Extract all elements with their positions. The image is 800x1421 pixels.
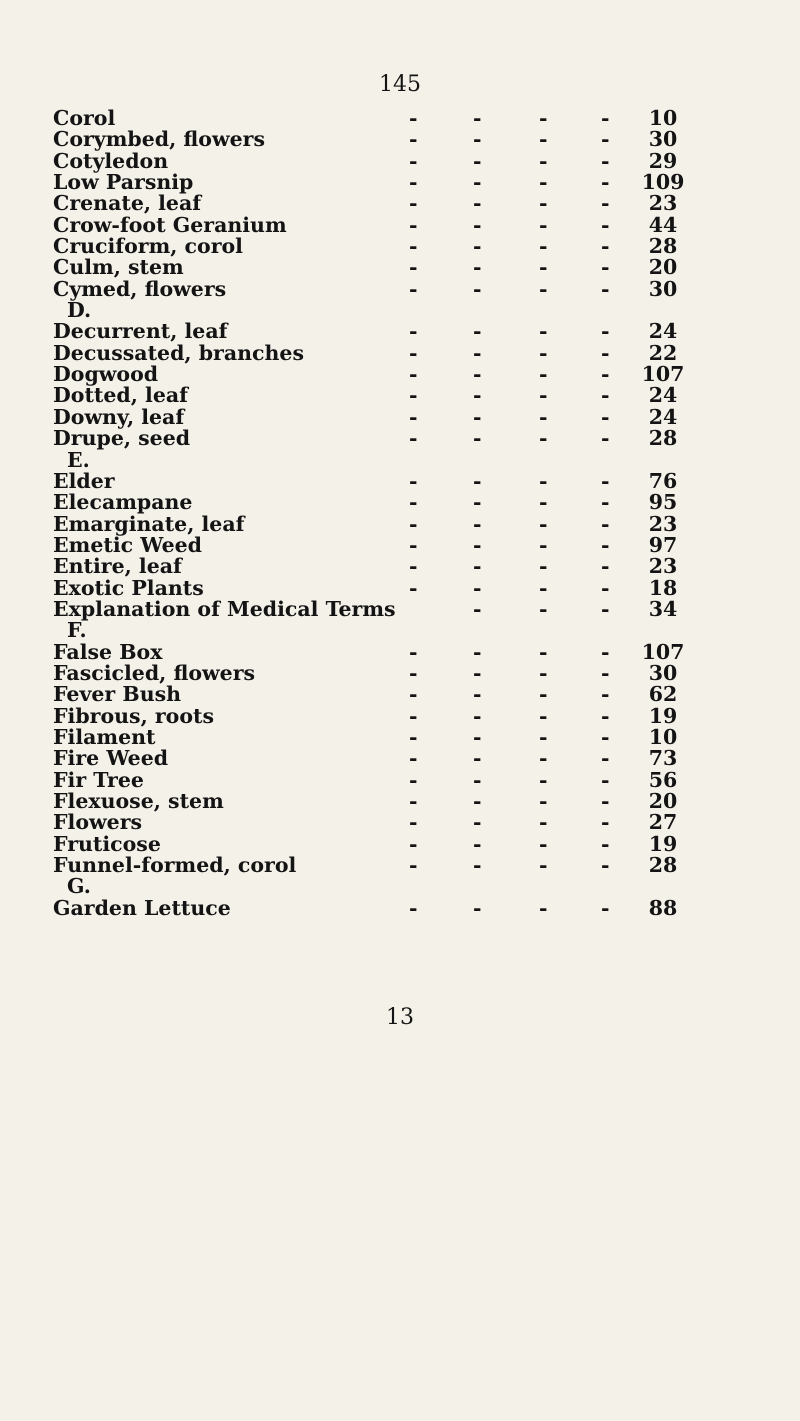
leader-dash: -	[473, 703, 482, 728]
leader-dash: -	[601, 276, 610, 301]
leader-dash: -	[409, 106, 418, 130]
leader-dash: -	[539, 789, 548, 813]
leader-dash: -	[601, 639, 610, 664]
entry-page-ref: 24	[648, 404, 678, 429]
leader-dash: -	[473, 639, 482, 664]
entry-term: Filament	[53, 724, 156, 749]
entry-term: Flowers	[53, 810, 143, 835]
entry-term: Funnel-formed, corol	[53, 853, 297, 878]
leader-dash: -	[409, 853, 418, 878]
entry-page-ref: 22	[648, 340, 678, 365]
entry-term: Fever Bush	[53, 682, 182, 707]
entry-page-ref: 24	[648, 383, 678, 408]
leader-dash: -	[539, 106, 548, 130]
leader-dash: -	[601, 767, 610, 792]
section-letter-label: D.	[67, 298, 92, 323]
index-entry	[53, 340, 693, 365]
leader-dash: -	[473, 490, 482, 515]
leader-dash: -	[473, 831, 482, 856]
index-entry	[53, 148, 693, 173]
leader-dash: -	[473, 191, 482, 216]
entry-page-ref: 19	[648, 703, 678, 728]
leader-dash: -	[473, 575, 482, 600]
entry-page-ref: 107	[641, 362, 685, 387]
leader-dash: -	[473, 532, 482, 557]
index-entry	[53, 767, 693, 792]
leader-dash: -	[539, 554, 548, 579]
entry-term: Exotic Plants	[53, 575, 204, 600]
entry-page-ref: 56	[648, 767, 678, 792]
leader-dash: -	[473, 127, 482, 152]
leader-dash: -	[601, 660, 610, 685]
leader-dash: -	[473, 554, 482, 579]
leader-dash: -	[539, 276, 548, 301]
leader-dash: -	[409, 212, 418, 237]
entry-term: Fir Tree	[53, 767, 144, 792]
page-number: 145	[379, 72, 421, 97]
leader-dash: -	[409, 511, 418, 536]
leader-dash: -	[601, 746, 610, 771]
leader-dash: -	[539, 383, 548, 408]
entry-page-ref: 18	[648, 575, 678, 600]
leader-dash: -	[539, 255, 548, 280]
leader-dash: -	[473, 810, 482, 835]
leader-dash: -	[409, 895, 418, 920]
leader-dash: -	[601, 234, 610, 259]
leader-dash: -	[539, 895, 548, 920]
leader-dash: -	[409, 490, 418, 515]
entry-page-ref: 73	[648, 746, 678, 771]
leader-dash: -	[601, 511, 610, 536]
leader-dash: -	[473, 255, 482, 280]
entry-term: Fibrous, roots	[53, 703, 215, 728]
entry-page-ref: 20	[648, 789, 678, 813]
index-list	[53, 108, 693, 919]
entry-term: Low Parsnip	[53, 170, 194, 195]
leader-dash: -	[409, 532, 418, 557]
leader-dash: -	[409, 362, 418, 387]
leader-dash: -	[601, 148, 610, 173]
leader-dash: -	[601, 255, 610, 280]
leader-dash: -	[409, 468, 418, 493]
leader-dash: -	[409, 404, 418, 429]
index-entry	[53, 428, 693, 449]
leader-dash: -	[539, 810, 548, 835]
leader-dash: -	[409, 810, 418, 835]
entry-term: Decurrent, leaf	[53, 319, 228, 344]
entry-term: Crenate, leaf	[53, 191, 202, 216]
leader-dash: -	[409, 319, 418, 344]
leader-dash: -	[539, 596, 548, 621]
leader-dash: -	[539, 362, 548, 387]
leader-dash: -	[539, 639, 548, 664]
index-entry	[53, 596, 693, 621]
entry-term: Dogwood	[53, 362, 159, 387]
entry-term: Fire Weed	[53, 746, 169, 771]
leader-dash: -	[601, 789, 610, 813]
leader-dash: -	[601, 831, 610, 856]
index-entry	[53, 257, 693, 278]
leader-dash: -	[539, 191, 548, 216]
section-letter-label: F.	[67, 618, 87, 643]
index-entry	[53, 511, 693, 536]
index-entry	[53, 791, 693, 812]
entry-term: Fruticose	[53, 831, 161, 856]
leader-dash: -	[409, 340, 418, 365]
entry-term: Downy, leaf	[53, 404, 185, 429]
leader-dash: -	[601, 383, 610, 408]
leader-dash: -	[473, 362, 482, 387]
entry-page-ref: 76	[648, 468, 678, 493]
index-entry	[53, 575, 693, 600]
leader-dash: -	[539, 127, 548, 152]
entry-term: Garden Lettuce	[53, 895, 231, 920]
leader-dash: -	[539, 703, 548, 728]
leader-dash: -	[473, 276, 482, 301]
entry-page-ref: 109	[641, 170, 685, 195]
leader-dash: -	[473, 789, 482, 813]
leader-dash: -	[539, 724, 548, 749]
entry-term: Fascicled, flowers	[53, 660, 256, 685]
leader-dash: -	[601, 554, 610, 579]
entry-term: Drupe, seed	[53, 426, 191, 451]
entry-term: Culm, stem	[53, 255, 184, 280]
leader-dash: -	[409, 789, 418, 813]
entry-page-ref: 34	[648, 596, 678, 621]
leader-dash: -	[539, 831, 548, 856]
index-entry	[53, 404, 693, 429]
leader-dash: -	[539, 682, 548, 707]
leader-dash: -	[473, 148, 482, 173]
leader-dash: -	[473, 234, 482, 259]
leader-dash: -	[409, 170, 418, 195]
entry-page-ref: 10	[648, 106, 678, 130]
leader-dash: -	[409, 746, 418, 771]
leader-dash: -	[601, 340, 610, 365]
leader-dash: -	[409, 554, 418, 579]
leader-dash: -	[601, 724, 610, 749]
leader-dash: -	[539, 426, 548, 451]
index-entry	[53, 532, 693, 557]
leader-dash: -	[539, 212, 548, 237]
entry-page-ref: 28	[648, 853, 678, 878]
leader-dash: -	[473, 511, 482, 536]
leader-dash: -	[409, 426, 418, 451]
leader-dash: -	[409, 703, 418, 728]
leader-dash: -	[473, 383, 482, 408]
leader-dash: -	[601, 853, 610, 878]
leader-dash: -	[473, 660, 482, 685]
index-entry	[53, 684, 693, 705]
leader-dash: -	[601, 170, 610, 195]
leader-dash: -	[539, 511, 548, 536]
entry-term: Elecampane	[53, 490, 193, 515]
leader-dash: -	[409, 767, 418, 792]
index-entry	[53, 855, 693, 876]
leader-dash: -	[409, 575, 418, 600]
entry-term: Flexuose, stem	[53, 789, 224, 813]
leader-dash: -	[601, 362, 610, 387]
index-entry	[53, 364, 693, 385]
index-entry	[53, 236, 693, 257]
leader-dash: -	[409, 682, 418, 707]
leader-dash: -	[473, 106, 482, 130]
leader-dash: -	[473, 468, 482, 493]
leader-dash: -	[409, 660, 418, 685]
entry-page-ref: 62	[648, 682, 678, 707]
leader-dash: -	[539, 575, 548, 600]
leader-dash: -	[601, 191, 610, 216]
entry-page-ref: 28	[648, 234, 678, 259]
leader-dash: -	[539, 404, 548, 429]
entry-page-ref: 30	[648, 276, 678, 301]
leader-dash: -	[601, 596, 610, 621]
leader-dash: -	[473, 170, 482, 195]
entry-page-ref: 95	[648, 490, 678, 515]
index-entry	[53, 321, 693, 342]
entry-term: Decussated, branches	[53, 340, 304, 365]
entry-term: Emarginate, leaf	[53, 511, 245, 536]
index-entry	[53, 724, 693, 749]
leader-dash: -	[473, 404, 482, 429]
leader-dash: -	[473, 340, 482, 365]
leader-dash: -	[539, 148, 548, 173]
leader-dash: -	[409, 831, 418, 856]
entry-page-ref: 30	[648, 127, 678, 152]
entry-term: Corymbed, flowers	[53, 127, 265, 152]
entry-page-ref: 28	[648, 426, 678, 451]
leader-dash: -	[601, 703, 610, 728]
entry-page-ref: 24	[648, 319, 678, 344]
leader-dash: -	[601, 810, 610, 835]
leader-dash: -	[409, 276, 418, 301]
entry-term: Emetic Weed	[53, 532, 203, 557]
leader-dash: -	[539, 234, 548, 259]
leader-dash: -	[473, 895, 482, 920]
section-letter	[53, 300, 693, 321]
index-entry	[53, 385, 693, 406]
leader-dash: -	[473, 319, 482, 344]
leader-dash: -	[601, 212, 610, 237]
entry-term: Dotted, leaf	[53, 383, 188, 408]
leader-dash: -	[539, 468, 548, 493]
entry-page-ref: 44	[648, 212, 678, 237]
leader-dash: -	[601, 106, 610, 130]
entry-term: Elder	[53, 468, 115, 493]
index-entry	[53, 492, 693, 513]
entry-term: Corol	[53, 106, 116, 130]
entry-page-ref: 19	[648, 831, 678, 856]
leader-dash: -	[409, 639, 418, 664]
index-entry	[53, 468, 693, 493]
entry-page-ref: 88	[648, 895, 678, 920]
signature-mark: 13	[386, 1005, 414, 1030]
index-entry	[53, 108, 693, 129]
leader-dash: -	[601, 127, 610, 152]
leader-dash: -	[473, 724, 482, 749]
leader-dash: -	[473, 767, 482, 792]
leader-dash: -	[473, 426, 482, 451]
entry-page-ref: 23	[648, 191, 678, 216]
leader-dash: -	[601, 426, 610, 451]
leader-dash: -	[409, 127, 418, 152]
entry-term: Cruciform, corol	[53, 234, 243, 259]
leader-dash: -	[409, 383, 418, 408]
index-entry	[53, 212, 693, 237]
leader-dash: -	[473, 682, 482, 707]
leader-dash: -	[539, 853, 548, 878]
leader-dash: -	[473, 212, 482, 237]
leader-dash: -	[473, 596, 482, 621]
leader-dash: -	[473, 853, 482, 878]
leader-dash: -	[601, 532, 610, 557]
leader-dash: -	[539, 170, 548, 195]
leader-dash: -	[539, 490, 548, 515]
leader-dash: -	[409, 191, 418, 216]
entry-page-ref: 30	[648, 660, 678, 685]
section-letter-label: E.	[67, 447, 90, 472]
entry-term: False Box	[53, 639, 163, 664]
index-entry	[53, 276, 693, 301]
leader-dash: -	[539, 319, 548, 344]
section-letter	[53, 620, 693, 641]
leader-dash: -	[473, 746, 482, 771]
entry-page-ref: 23	[648, 554, 678, 579]
entry-page-ref: 23	[648, 511, 678, 536]
index-entry	[53, 193, 693, 214]
entry-page-ref: 107	[641, 639, 685, 664]
leader-dash: -	[601, 490, 610, 515]
index-entry	[53, 895, 693, 920]
entry-term: Explanation of Medical Terms	[53, 596, 396, 621]
index-entry	[53, 831, 693, 856]
leader-dash: -	[409, 255, 418, 280]
entry-page-ref: 10	[648, 724, 678, 749]
index-entry	[53, 129, 693, 150]
leader-dash: -	[539, 340, 548, 365]
leader-dash: -	[409, 148, 418, 173]
index-entry	[53, 703, 693, 728]
leader-dash: -	[409, 234, 418, 259]
leader-dash: -	[601, 404, 610, 429]
entry-page-ref: 20	[648, 255, 678, 280]
leader-dash: -	[601, 682, 610, 707]
entry-term: Crow-foot Geranium	[53, 212, 287, 237]
leader-dash: -	[539, 746, 548, 771]
entry-page-ref: 27	[648, 810, 678, 835]
index-entry	[53, 660, 693, 685]
entry-page-ref: 29	[648, 148, 678, 173]
section-letter	[53, 447, 693, 472]
leader-dash: -	[601, 895, 610, 920]
leader-dash: -	[601, 575, 610, 600]
section-letter-label: G.	[67, 874, 91, 899]
index-entry	[53, 812, 693, 833]
leader-dash: -	[409, 724, 418, 749]
leader-dash: -	[539, 660, 548, 685]
index-entry	[53, 639, 693, 664]
entry-page-ref: 97	[648, 532, 678, 557]
entry-term: Cotyledon	[53, 148, 169, 173]
leader-dash: -	[539, 767, 548, 792]
entry-term: Entire, leaf	[53, 554, 182, 579]
index-entry	[53, 556, 693, 577]
leader-dash: -	[601, 319, 610, 344]
index-entry	[53, 172, 693, 193]
section-letter	[53, 876, 693, 897]
leader-dash: -	[601, 468, 610, 493]
entry-term: Cymed, flowers	[53, 276, 227, 301]
index-entry	[53, 748, 693, 769]
leader-dash: -	[539, 532, 548, 557]
